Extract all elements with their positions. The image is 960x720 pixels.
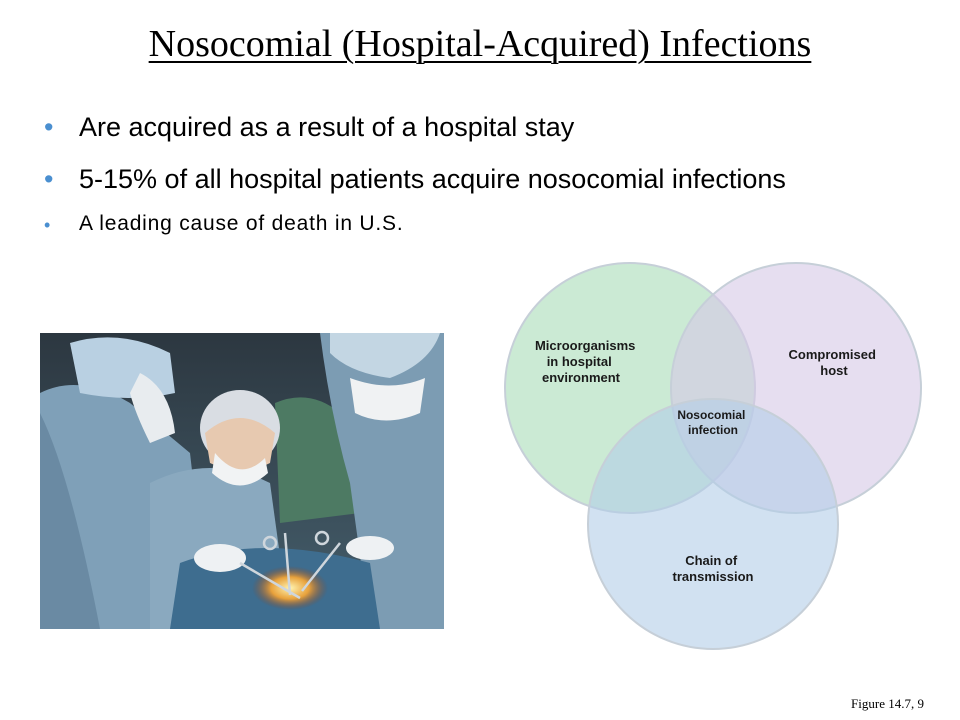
label-compromised-host: Compromised host <box>788 347 876 378</box>
bullet-text: Are acquired as a result of a hospital stay <box>79 112 575 142</box>
bullet-item <box>44 210 844 238</box>
venn-diagram <box>500 258 930 658</box>
bullet-icon: • <box>44 164 54 194</box>
label-microorganisms: Microorganisms in hospital environment <box>534 338 636 385</box>
surgery-photo <box>40 333 444 629</box>
bullet-list <box>44 108 844 238</box>
label-chain-of-transmission: Chain of transmission <box>672 553 754 584</box>
bullet-text: A leading cause of death in U.S. <box>79 212 404 235</box>
gloved-hand <box>194 544 246 572</box>
bullet-icon: • <box>44 112 54 142</box>
bullet-icon: • <box>44 215 52 235</box>
bullet-item <box>44 162 844 196</box>
gloved-hand <box>346 536 394 560</box>
bullet-item <box>44 110 844 144</box>
label-nosocomial-infection: Nosocomial infection <box>677 408 746 437</box>
bullet-text: 5-15% of all hospital patients acquire nosocomial infections <box>79 164 786 194</box>
slide-title-text: Nosocomial (Hospital-Acquired) Infections <box>148 23 812 65</box>
slide-title <box>0 18 960 70</box>
figure-reference: Figure 14.7, 9 <box>851 696 924 711</box>
